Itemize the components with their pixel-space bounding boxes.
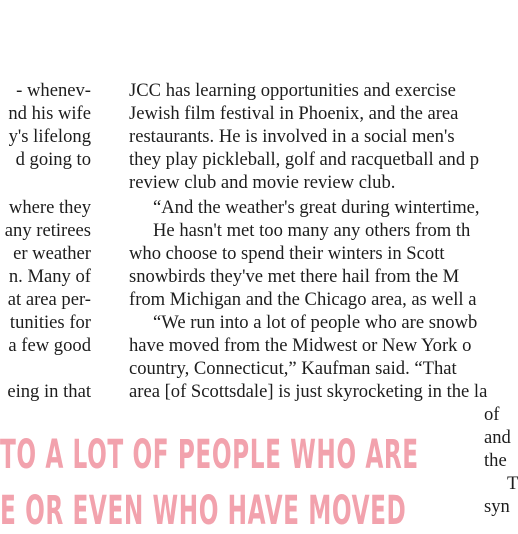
left-line: n. Many of [8,266,91,287]
right-tail-line: the [484,450,507,471]
left-line: a few good [8,335,91,356]
right-line: JCC has learning opportunities and exercise [129,80,456,101]
left-line: eing in that [7,381,91,402]
left-line: any retirees [4,220,91,241]
left-line: nd his wife [8,103,91,124]
left-line: y's lifelong [8,126,91,147]
right-line: area [of Scottsdale] is just skyrocketing in the la [129,381,488,402]
left-line: at area per- [7,289,91,310]
right-line: from Michigan and the Chicago area, as well a [129,289,477,310]
right-line: snowbirds they've met there hail from the M [129,266,460,287]
right-line: country, Connecticut,” Kaufman said. “That [129,358,457,379]
right-line: who choose to spend their winters in Scott [129,243,445,264]
right-tail-line: and [484,427,511,448]
left-line: er weather [13,243,91,264]
right-line: have moved from the Midwest or New York o [129,335,472,356]
right-line: restaurants. He is involved in a social men's [129,126,455,147]
left-line: d going to [15,149,91,170]
right-line: “And the weather's great during wintertime, [153,197,480,218]
right-tail-line: syn [484,496,510,517]
pull-quote-line: E OR EVEN WHO HAVE MOVED [0,488,407,534]
right-line: Jewish film festival in Phoenix, and the area [129,103,459,124]
right-line: He hasn't met too many any others from th [153,220,471,241]
left-line: where they [8,197,91,218]
right-tail-line: of [484,404,500,425]
right-line: review club and movie review club. [129,172,396,193]
right-line: they play pickleball, golf and racquetball and p [129,149,480,170]
right-tail-line: T [507,473,518,494]
right-line: “We run into a lot of people who are snowb [153,312,478,333]
left-line: tunities for [9,312,91,333]
left-line: - whenev- [16,80,91,101]
pull-quote-line: TO A LOT OF PEOPLE WHO ARE [0,432,419,478]
